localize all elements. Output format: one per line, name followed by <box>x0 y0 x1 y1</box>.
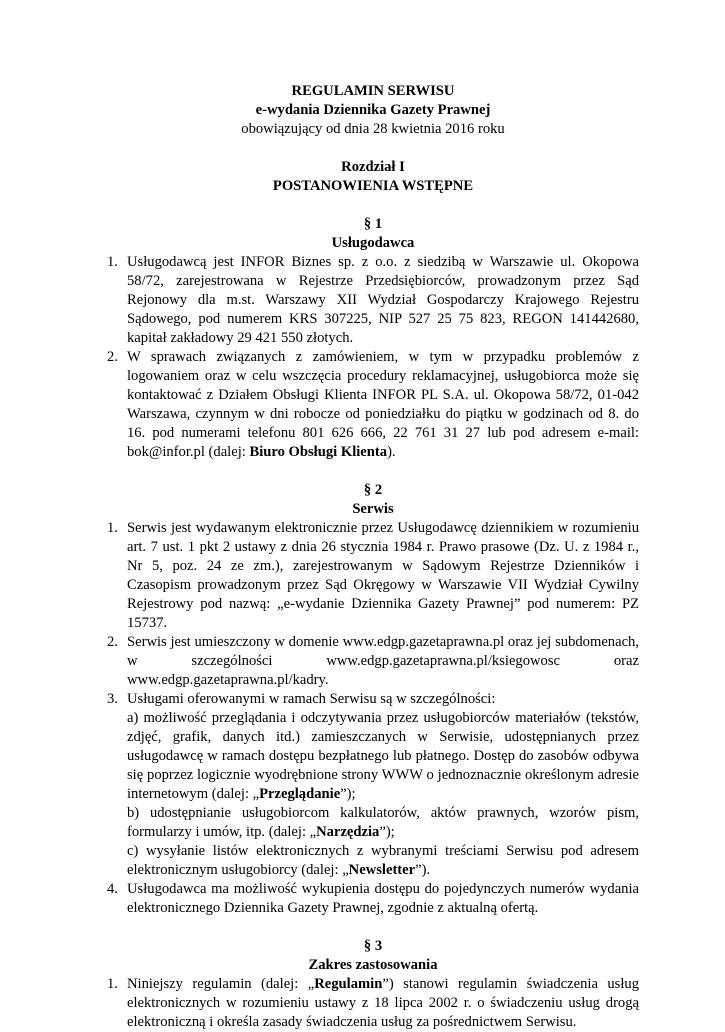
sub-item-text: a) możliwość przeglądania i odczytywania przez usługobiorców materiałów (tekstów, zdjęć, grafik, danych itd.) zamieszczanych w Serwisie, udostępnianych przez usługodawcę w ramach dostępu bezpłatnego lub płatnego. Dostęp do zasobów odbywa się poprzez logicznie wyodrębnione strony WWW o jednoznacznie określonym adresie internetowym (dalej: „ <box>127 710 639 802</box>
sub-item-text: b) udostępnianie usługobiorcom kalkulatorów, aktów prawnych, wzorów pism, formularzy i umów, itp. (dalej: „ <box>127 805 639 840</box>
item-text: Usługodawca ma możliwość wykupienia dostępu do pojedynczych numerów wydania elektronicznego Dziennika Gazety Prawnej, zgodnie z aktualną ofertą. <box>127 881 639 916</box>
item-number: 1. <box>107 254 118 270</box>
list-item <box>107 690 639 880</box>
sub-item-bold-term: Przeglądanie <box>259 786 341 802</box>
item-text: Serwis jest wydawanym elektronicznie przez Usługodawcę dziennikiem w rozumieniu art. 7 ust. 1 pkt 2 ustawy z dnia 26 stycznia 1984 r. Prawo prasowe (Dz. U. z 1984 r., Nr 5, poz. 24 ze zm.), zarejestrowanym w Sądowym Rejestrze Dzienników i Czasopism prowadzonym przez Sąd Okręgowy w Warszawie VII Wydział Cywilny Rejestrowy pod nazwą: „e-wydanie Dziennika Gazety Prawnej” pod numerem: PZ 15737. <box>127 520 639 631</box>
item-text-end: ”) stanowi regulamin świadczenia usług elektronicznych w rozumieniu ustawy z 18 lipca 2002 r. o świadczeniu usług drogą elektroniczną i określa zasady świadczenia usług za pośrednictwem Serwisu. <box>127 976 640 1030</box>
section-2-number: § 2 <box>363 482 383 498</box>
section-3-title: Zakres zastosowania <box>308 957 438 973</box>
document-subtitle: e-wydania Dziennika Gazety Prawnej <box>255 102 491 118</box>
item-number: 4. <box>107 881 118 897</box>
item-intro: Usługami oferowanymi w ramach Serwisu są w szczególności: <box>127 691 496 707</box>
section-1-title: Usługodawca <box>331 235 415 251</box>
item-number: 2. <box>107 349 118 365</box>
sub-item-c <box>127 842 639 880</box>
item-number: 2. <box>107 634 118 650</box>
document-page <box>107 82 639 1032</box>
document-title: REGULAMIN SERWISU <box>291 83 455 99</box>
sub-item-bold-term: Newsletter <box>348 862 416 878</box>
effective-date: obowiązujący od dnia 28 kwietnia 2016 roku <box>241 121 505 137</box>
item-text-end: ). <box>387 444 396 460</box>
list-item <box>107 633 639 690</box>
list-item <box>107 253 639 348</box>
section-3-number: § 3 <box>363 938 383 954</box>
section-2-list <box>107 519 639 918</box>
item-bold-term: Biuro Obsługi Klienta <box>249 444 388 460</box>
chapter-title: POSTANOWIENIA WSTĘPNE <box>272 178 474 194</box>
item-text: W sprawach związanych z zamówieniem, w tym w przypadku problemów z logowaniem oraz w celu wszczęcia procedury reklamacyjnej, usługobiorca może się kontaktować z Działem Obsługi Klienta INFOR PL S.A. ul. Okopowa 58/72, 01-042 Warszawa, czynnym w dni robocze od poniedziałku do piątku w godzinach od 8. do 16. pod numerami telefonu 801 626 666, 22 761 31 27 lub pod adresem e-mail: bok@infor.pl (dalej: <box>127 349 639 460</box>
list-item <box>107 975 639 1032</box>
sub-item-a <box>127 709 639 804</box>
section-3-list <box>107 975 639 1032</box>
item-text: Usługodawcą jest INFOR Biznes sp. z o.o. z siedzibą w Warszawie ul. Okopowa 58/72, zarejestrowana w Rejestrze Przedsiębiorców, prowadzonym przez Sąd Rejonowy dla m.st. Warszawy XII Wydział Gospodarczy Krajowego Rejestru Sądowego, pod numerem KRS 307225, NIP 527 25 75 823, REGON 141442680, kapitał zakładowy 29 421 550 złotych. <box>127 254 639 346</box>
sub-item-text-end: ”). <box>415 862 431 878</box>
chapter-number: Rozdział I <box>341 159 405 175</box>
list-item <box>107 348 639 462</box>
item-number: 3. <box>107 691 118 707</box>
item-bold-term: Regulamin <box>314 976 383 992</box>
sub-item-text-end: ”); <box>340 786 356 802</box>
sub-item-text-end: ”); <box>379 824 395 840</box>
section-1-list <box>107 253 639 462</box>
list-item <box>107 880 639 918</box>
item-text: Serwis jest umieszczony w domenie www.edgp.gazetaprawna.pl oraz jej subdomenach, w szczególności www.edgp.gazetaprawna.pl/ksiegowosc oraz www.edgp.gazetaprawna.pl/kadry. <box>127 634 639 688</box>
item-number: 1. <box>107 520 118 536</box>
sub-item-b <box>127 804 639 842</box>
sub-item-text: c) wysyłanie listów elektronicznych z wybranymi treściami Serwisu pod adresem elektronicznym usługobiorcy (dalej: „ <box>127 843 639 878</box>
sub-item-bold-term: Narzędzia <box>316 824 380 840</box>
section-1-number: § 1 <box>363 216 383 232</box>
item-text: Niniejszy regulamin (dalej: „ <box>127 976 315 992</box>
item-number: 1. <box>107 976 118 992</box>
list-item <box>107 519 639 633</box>
section-2-title: Serwis <box>352 501 394 517</box>
